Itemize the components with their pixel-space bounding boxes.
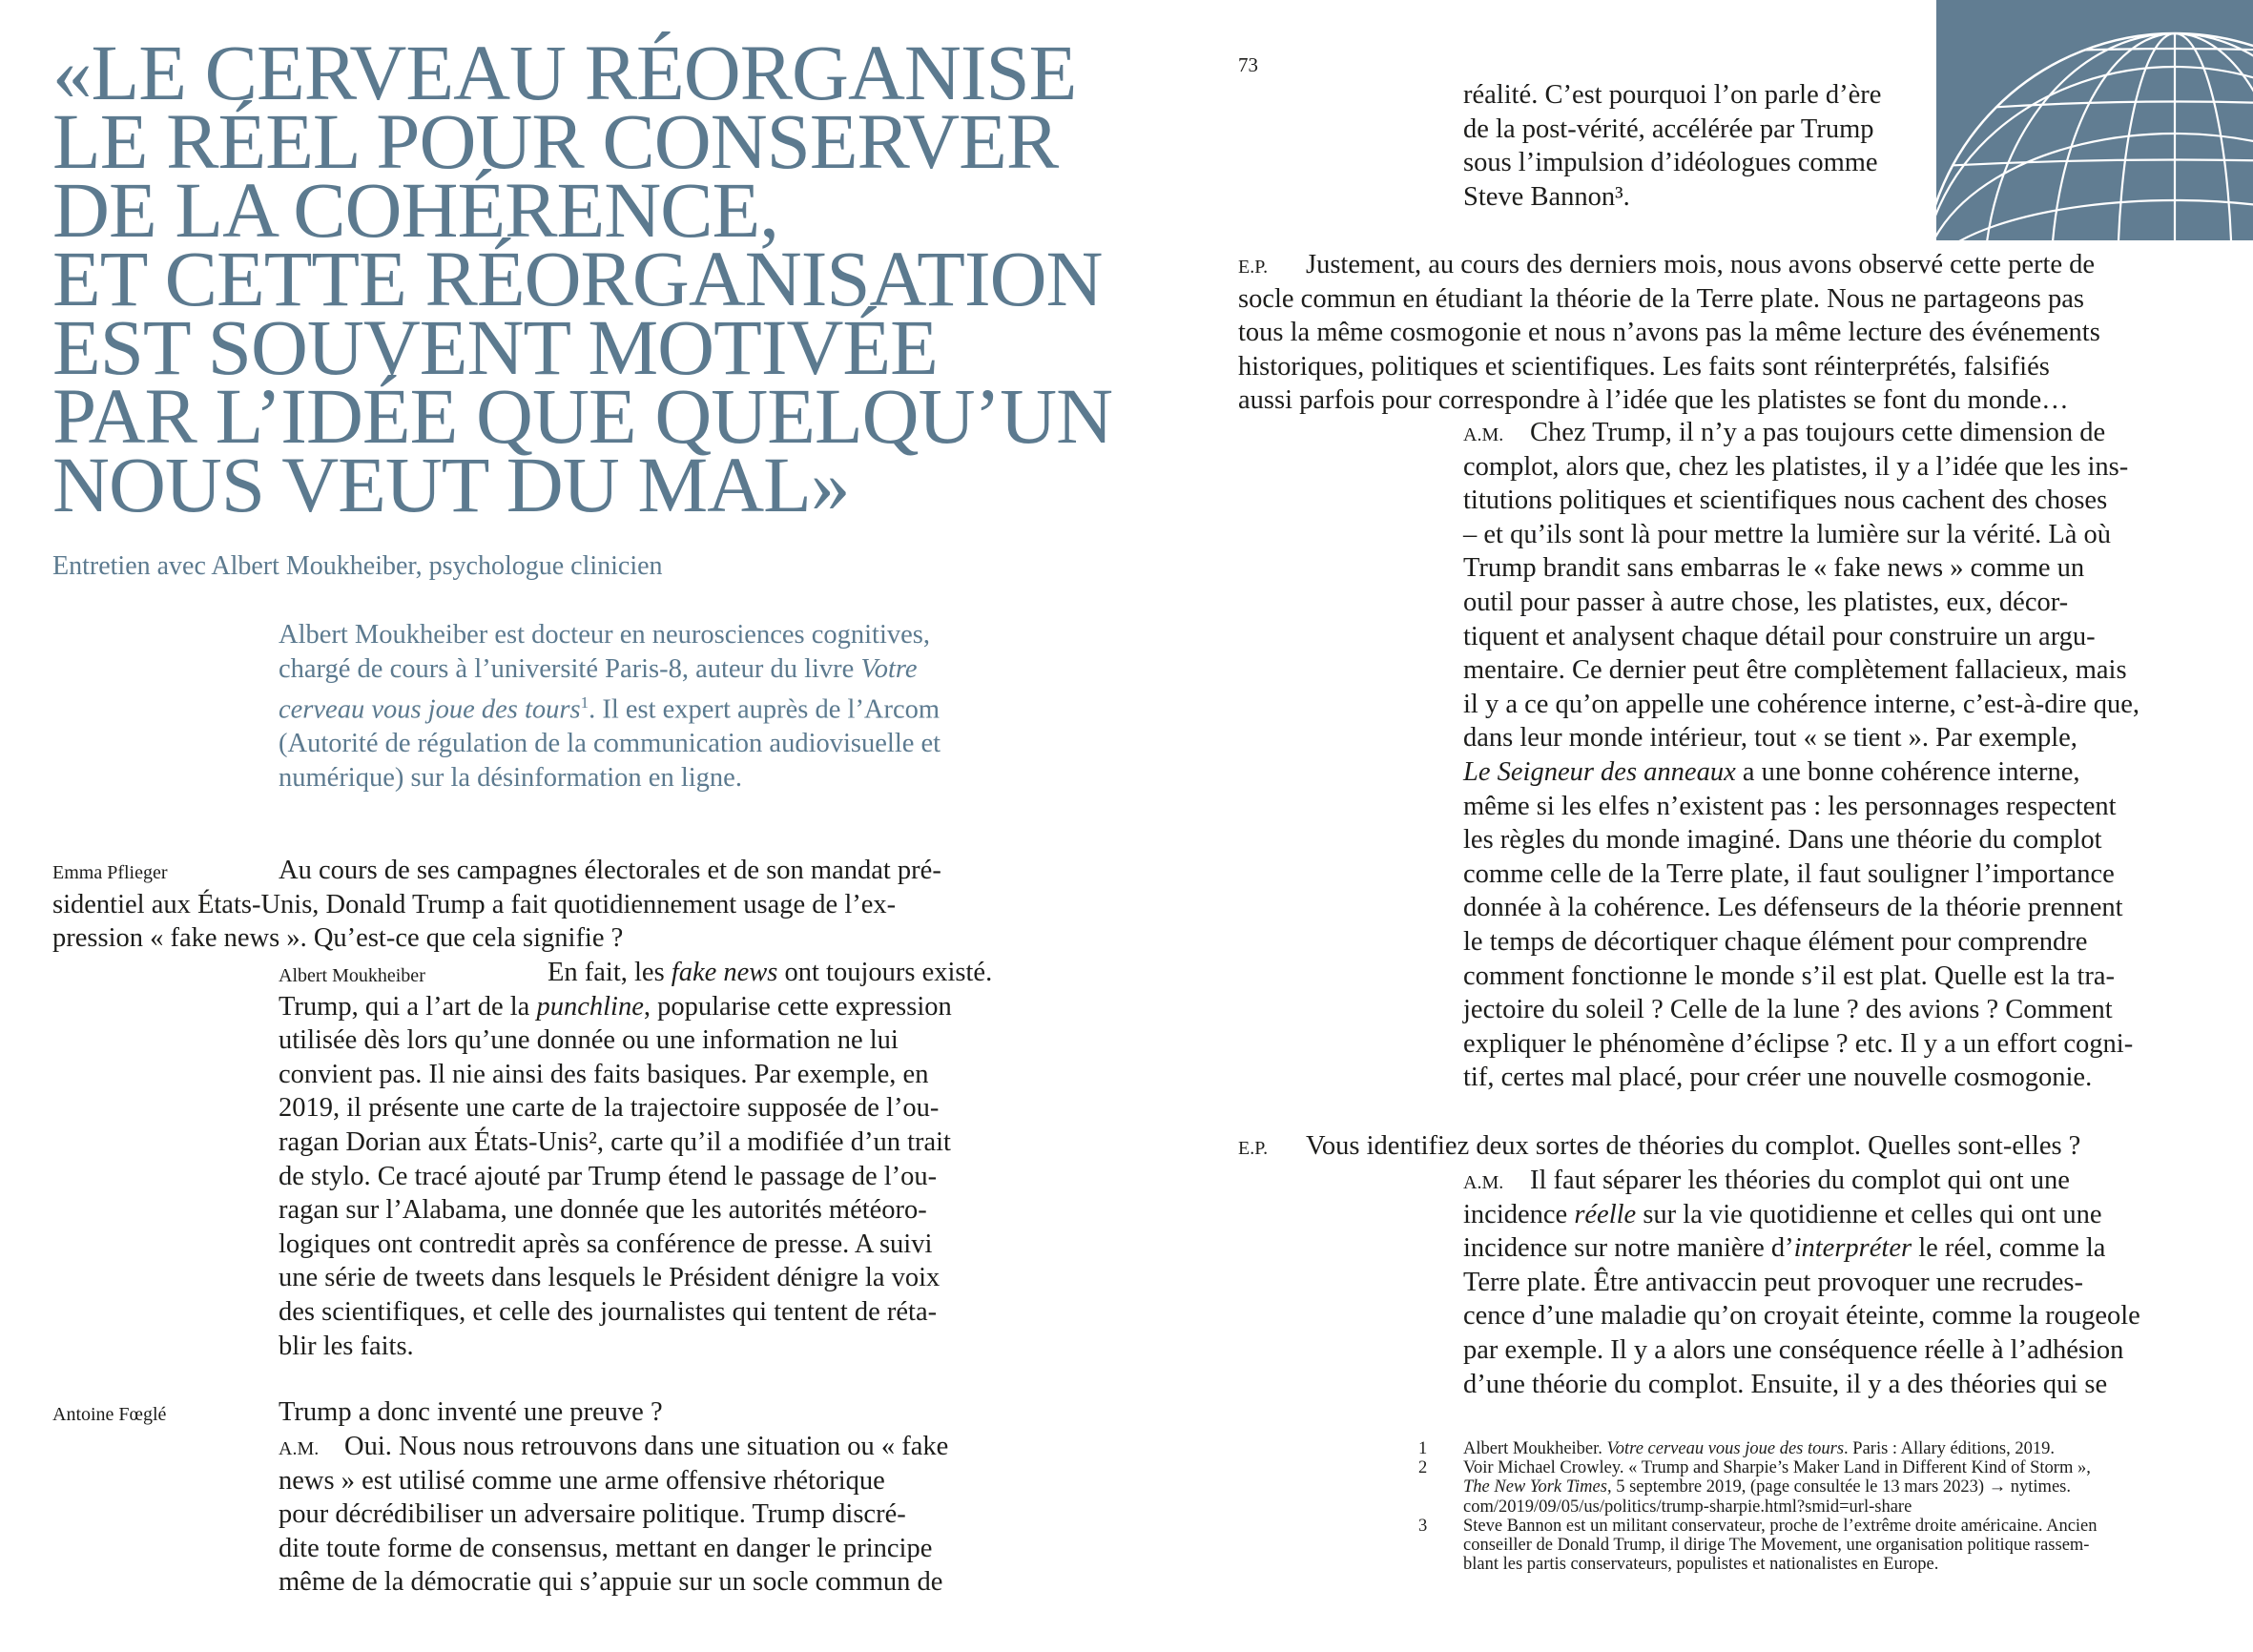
question-paragraph bbox=[279, 854, 941, 888]
text-line: mentaire. Ce dernier peut être complètement fallacieux, mais bbox=[1463, 655, 2127, 686]
footnotes bbox=[1418, 1439, 2220, 1574]
bio-text: chargé de cours à l’université Paris-8, auteur du livre bbox=[279, 653, 855, 684]
text-line: aussi parfois pour correspondre à l’idée que les platistes se font du monde… bbox=[1238, 385, 2069, 416]
globe-illustration bbox=[1936, 0, 2253, 240]
text-run: , popularise cette expression bbox=[643, 991, 952, 1022]
text-run: ont toujours existé. bbox=[777, 958, 993, 987]
footnote-line: conseiller de Donald Trump, il dirige The Movement, une organisation politique rassem- bbox=[1463, 1536, 2090, 1556]
question-paragraph bbox=[279, 1395, 663, 1430]
text-run: incidence sur notre manière d’ bbox=[1463, 1233, 1794, 1264]
answer-paragraph bbox=[548, 956, 992, 990]
bio-line: (Autorité de régulation de la communication audiovisuelle et bbox=[279, 729, 941, 758]
article-title bbox=[52, 29, 1113, 528]
text-line: logiques ont contredit après sa conférence de presse. A suivi bbox=[279, 1229, 933, 1259]
text-line: même de la démocratie qui s’appuie sur un socle commun de bbox=[279, 1567, 943, 1598]
text-line: d’une théorie du complot. Ensuite, il y a des théories qui se bbox=[1463, 1369, 2108, 1399]
text-line: socle commun en étudiant la théorie de la Terre plate. Nous ne partageons pas bbox=[1238, 283, 2084, 314]
text-line: réalité. C’est pourquoi l’on parle d’ère bbox=[1463, 80, 1882, 110]
text-run: sur la vie quotidienne et celles qui ont une bbox=[1636, 1199, 2102, 1229]
text-run: . Paris : Allary éditions, 2019. bbox=[1844, 1439, 2056, 1458]
title-line: ET CETTE RÉORGANISATION bbox=[52, 235, 1103, 322]
text-line: cence d’une maladie qu’on croyait éteinte, comme la rougeole bbox=[1463, 1301, 2140, 1332]
text-run: Albert Moukheiber. bbox=[1463, 1439, 1607, 1458]
answer-paragraph bbox=[1463, 1198, 2140, 1402]
continued-paragraph bbox=[1463, 78, 1881, 214]
footnote-ref: 1 bbox=[580, 693, 589, 712]
text-line: des scientifiques, et celle des journalistes qui tentent de réta- bbox=[279, 1296, 938, 1327]
text-line: de stylo. Ce tracé ajouté par Trump étend le passage de l’ou- bbox=[279, 1161, 938, 1191]
article-subtitle: Entretien avec Albert Moukheiber, psychologue clinicien bbox=[52, 551, 663, 581]
text-line: même si les elfes n’existent pas : les personnages respectent bbox=[1463, 791, 2117, 821]
text-line: Il faut séparer les théories du complot qui ont une bbox=[1530, 1166, 2070, 1195]
answer-paragraph bbox=[279, 1464, 942, 1600]
title-line: LE RÉEL POUR CONSERVER bbox=[52, 97, 1059, 185]
footnote-line: Steve Bannon est un militant conservateur, proche de l’extrême droite américaine. Ancien bbox=[1463, 1516, 2098, 1536]
answer-paragraph bbox=[344, 1430, 948, 1464]
speaker-label: Emma Pflieger bbox=[52, 862, 168, 883]
text-run-italic: Le Seigneur des anneaux bbox=[1463, 756, 1736, 787]
answer-paragraph bbox=[1530, 416, 2105, 450]
question-paragraph bbox=[1306, 1129, 2080, 1164]
text-line: – et qu’ils sont là pour mettre la lumière sur la vérité. Là où bbox=[1463, 519, 2112, 549]
text-line bbox=[279, 990, 952, 1024]
text-run-italic: The New York Times bbox=[1463, 1477, 1607, 1497]
text-line bbox=[1463, 1231, 2140, 1266]
footnote bbox=[1418, 1439, 2220, 1458]
text-line bbox=[1463, 1198, 2140, 1232]
text-run-italic: Votre cerveau vous joue des tours bbox=[1606, 1439, 1845, 1458]
text-line: comment fonctionne le monde s’il est plat. Quelle est la tra- bbox=[1463, 960, 2115, 991]
speaker-initials: A.M. bbox=[1463, 424, 1504, 445]
text-line: par exemple. Il y a alors une conséquence réelle à l’adhésion bbox=[1463, 1334, 2124, 1365]
text-line: il y a ce qu’on appelle une cohérence interne, c’est-à-dire que, bbox=[1463, 689, 2139, 719]
footnote-line: blant les partis conservateurs, populistes et nationalistes en Europe. bbox=[1463, 1555, 1939, 1575]
text-line: Terre plate. Être antivaccin peut provoquer une recrudes- bbox=[1463, 1267, 2084, 1297]
bio-line: Albert Moukheiber est docteur en neurosciences cognitives, bbox=[279, 620, 930, 650]
text-line: titutions politiques et scientifiques nous cachent des choses bbox=[1463, 485, 2108, 516]
bio-line bbox=[279, 652, 1013, 687]
text-line: pression « fake news ». Qu’est-ce que cela signifie ? bbox=[52, 923, 624, 954]
title-line: «LE CERVEAU RÉORGANISE bbox=[52, 29, 1077, 116]
text-line: les règles du monde imaginé. Dans une théorie du complot bbox=[1463, 825, 2102, 856]
text-line: blir les faits. bbox=[279, 1331, 414, 1361]
text-line: comme celle de la Terre plate, il faut souligner l’importance bbox=[1463, 858, 2115, 889]
question-paragraph bbox=[1238, 282, 2100, 418]
text-run: Trump, qui a l’art de la bbox=[279, 991, 537, 1022]
speaker-initials: E.P. bbox=[1238, 257, 1269, 278]
speaker-label: Antoine Fœglé bbox=[52, 1404, 167, 1425]
answer-paragraph bbox=[1463, 450, 2139, 1095]
bio-line bbox=[279, 686, 1013, 727]
text-line: tiquent et analysent chaque détail pour construire un argu- bbox=[1463, 621, 2096, 651]
text-run: incidence bbox=[1463, 1199, 1575, 1229]
text-line bbox=[1463, 755, 2139, 790]
author-bio bbox=[279, 618, 1013, 795]
text-line: pour décrédibiliser un adversaire politique. Trump discré- bbox=[279, 1499, 906, 1530]
footnote-number: 3 bbox=[1418, 1516, 1428, 1536]
text-run-italic: réelle bbox=[1574, 1199, 1637, 1229]
text-line: tous la même cosmogonie et nous n’avons pas la même lecture des événements bbox=[1238, 318, 2100, 348]
text-run: a une bonne cohérence interne, bbox=[1735, 756, 2080, 787]
text-line: ragan sur l’Alabama, une donnée que les autorités météoro- bbox=[279, 1195, 927, 1226]
text-line: complot, alors que, chez les platistes, il y a l’idée que les ins- bbox=[1463, 451, 2129, 482]
text-line: sous l’impulsion d’idéologues comme bbox=[1463, 148, 1878, 178]
book-title: cerveau vous joue des tours bbox=[279, 694, 581, 725]
speaker-initials: E.P. bbox=[1238, 1138, 1269, 1159]
text-line: de la post-vérité, accélérée par Trump bbox=[1463, 114, 1874, 144]
text-line: news » est utilisé comme une arme offensive rhétorique bbox=[279, 1465, 885, 1496]
title-line: PAR L’IDÉE QUE QUELQU’UN bbox=[52, 372, 1113, 460]
text-line bbox=[548, 956, 992, 990]
footnote-line: com/2019/09/05/us/politics/trump-sharpie.html?smid=url-share bbox=[1463, 1497, 1912, 1517]
bio-line: numérique) sur la désinformation en ligne. bbox=[279, 762, 742, 793]
footnote bbox=[1418, 1458, 2220, 1517]
text-line: le temps de décortiquer chaque élément pour comprendre bbox=[1463, 926, 2088, 957]
text-line: dite toute forme de consensus, mettant en danger le principe bbox=[279, 1533, 933, 1563]
text-line: historiques, politiques et scientifiques. Les faits sont réinterprétés, falsifiés bbox=[1238, 351, 2050, 382]
text-line: utilisée dès lors qu’une donnée ou une information ne lui bbox=[279, 1025, 899, 1056]
answer-paragraph bbox=[279, 990, 952, 1364]
text-line: Au cours de ses campagnes électorales et de son mandat pré- bbox=[279, 856, 941, 885]
text-line: ragan Dorian aux États-Unis², carte qu’il a modifiée d’un trait bbox=[279, 1126, 951, 1157]
text-line: 2019, il présente une carte de la trajectoire supposée de l’ou- bbox=[279, 1093, 940, 1124]
speaker-initials: A.M. bbox=[1463, 1172, 1504, 1193]
answer-paragraph bbox=[1530, 1164, 2070, 1198]
book-title: Votre bbox=[860, 653, 918, 684]
text-run-italic: interpréter bbox=[1793, 1233, 1912, 1264]
text-line: Oui. Nous nous retrouvons dans une situation ou « fake bbox=[344, 1432, 949, 1461]
text-line: Trump brandit sans embarras le « fake news » comme un bbox=[1463, 553, 2085, 584]
text-line: expliquer le phénomène d’éclipse ? etc. Il y a un effort cogni- bbox=[1463, 1028, 2134, 1059]
question-paragraph bbox=[52, 888, 896, 956]
title-line: EST SOUVENT MOTIVÉE bbox=[52, 303, 938, 391]
text-line: Steve Bannon³. bbox=[1463, 181, 1630, 212]
text-line: donnée à la cohérence. Les défenseurs de la théorie prennent bbox=[1463, 893, 2123, 923]
speaker-label: Albert Moukheiber bbox=[279, 965, 425, 986]
footnote-line bbox=[1463, 1439, 2220, 1458]
footnote-line: Voir Michael Crowley. « Trump and Sharpie’s Maker Land in Different Kind of Storm », bbox=[1463, 1458, 2091, 1478]
footnote bbox=[1418, 1517, 2220, 1575]
footnote-number: 2 bbox=[1418, 1458, 1428, 1478]
page-number: 73 bbox=[1238, 53, 1258, 76]
text-line: jectoire du soleil ? Celle de la lune ? des avions ? Comment bbox=[1463, 995, 2113, 1025]
footnote-line bbox=[1463, 1477, 2220, 1497]
text-line: Trump a donc inventé une preuve ? bbox=[279, 1397, 663, 1427]
text-run: En fait, les bbox=[548, 958, 672, 987]
text-line: outil pour passer à autre chose, les platistes, eux, décor- bbox=[1463, 587, 2069, 617]
text-line: une série de tweets dans lesquels le Président dénigre la voix bbox=[279, 1263, 940, 1293]
question-paragraph bbox=[1306, 248, 2095, 282]
title-line: DE LA COHÉRENCE, bbox=[52, 166, 778, 254]
text-line: Chez Trump, il n’y a pas toujours cette dimension de bbox=[1530, 418, 2106, 447]
title-line: NOUS VEUT DU MAL» bbox=[52, 441, 850, 528]
text-run-italic: punchline bbox=[536, 991, 644, 1022]
text-line: sidentiel aux États-Unis, Donald Trump a fait quotidiennement usage de l’ex- bbox=[52, 889, 897, 919]
text-line: tif, certes mal placé, pour créer une nouvelle cosmogonie. bbox=[1463, 1063, 2093, 1093]
text-run: le réel, comme la bbox=[1912, 1233, 2106, 1264]
text-line: Vous identifiez deux sortes de théories du complot. Quelles sont-elles ? bbox=[1306, 1131, 2081, 1161]
text-line: dans leur monde intérieur, tout « se tient ». Par exemple, bbox=[1463, 723, 2077, 754]
speaker-initials: A.M. bbox=[279, 1438, 320, 1459]
bio-text: . Il est expert auprès de l’Arcom bbox=[589, 694, 940, 725]
footnote-number: 1 bbox=[1418, 1439, 1428, 1458]
text-run-italic: fake news bbox=[671, 958, 778, 987]
text-run: , 5 septembre 2019, (page consultée le 13 mars 2023) → nytimes. bbox=[1606, 1477, 2071, 1497]
text-line: Justement, au cours des derniers mois, nous avons observé cette perte de bbox=[1306, 250, 2096, 279]
text-line: convient pas. Il nie ainsi des faits basiques. Par exemple, en bbox=[279, 1059, 929, 1089]
